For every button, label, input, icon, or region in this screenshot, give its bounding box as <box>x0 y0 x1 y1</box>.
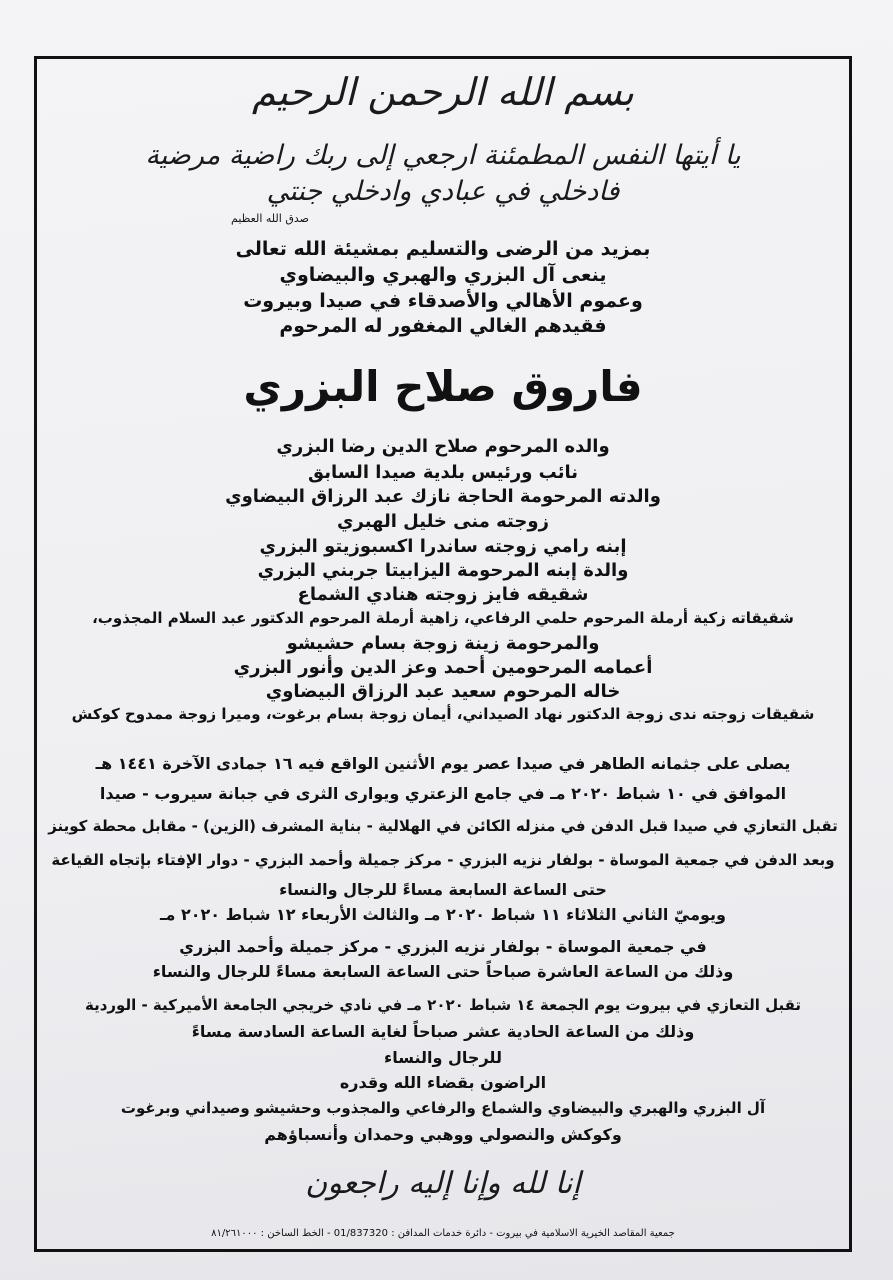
basmala: بسم الله الرحمن الرحيم <box>252 70 634 114</box>
family-line: نائب ورئيس بلدية صيدا السابق <box>308 462 578 483</box>
family-line: والدته المرحومة الحاجة نازك عبد الرزاق البيضاوي <box>225 486 661 507</box>
closing-line: آل البزري والهبري والبيضاوي والشماع والرفاعي والمجذوب وحشيشو وصيداني وبرغوت <box>120 1099 766 1117</box>
family-line: زوجته منى خليل الهبري <box>337 511 549 532</box>
family-line: إبنه رامي زوجته ساندرا اكسبوزيتو البزري <box>259 536 627 557</box>
closing-line: وكوكش والنصولي ووهبي وحمدان وأنسباؤهم <box>264 1125 622 1144</box>
funeral-line: يصلى على جثمانه الطاهر في صيدا عصر يوم الأثنين الواقع فيه ١٦ جمادى الآخرة ١٤٤١ هـ <box>95 754 791 773</box>
condolence-line: تقبل التعازي في بيروت يوم الجمعة ١٤ شباط ٢٠٢٠ مـ في نادي خريجي الجامعة الأميركية - الوردية <box>84 996 802 1014</box>
intro-line: بمزيد من الرضى والتسليم بمشيئة الله تعالى <box>235 238 651 260</box>
deceased-name: فاروق صلاح البزري <box>243 362 643 411</box>
condolence-line: في جمعية الموساة - بولفار نزيه البزري - مركز جميلة وأحمد البزري <box>179 937 707 956</box>
verse-line-2: فادخلي في عبادي وادخلي جنتي <box>266 176 620 207</box>
sadaqa-label: صدق الله العظيم <box>231 212 309 225</box>
condolence-line: وبعد الدفن في جمعية الموساة - بولفار نزيه البزري - مركز جميلة وأحمد البزري - دوار الإفتاء بإتجاه القياعة <box>51 851 835 869</box>
condolence-line: وذلك من الساعة العاشرة صباحاً حتى الساعة السابعة مساءً للرجال والنساء <box>152 962 734 981</box>
condolence-line: تقبل التعازي في صيدا قبل الدفن في منزله الكائن في الهلالية - بناية المشرف (الزين) - مقابل محطة كوينز <box>48 817 838 835</box>
intro-line: فقيدهم الغالي المغفور له المرحوم <box>279 315 607 337</box>
closing-line: الراضون بقضاء الله وقدره <box>339 1073 547 1092</box>
condolence-line: للرجال والنساء <box>384 1048 502 1067</box>
family-line: أعمامه المرحومين أحمد وعز الدين وأنور البزري <box>233 657 653 678</box>
intro-line: ينعى آل البزري والهبري والبيضاوي <box>279 264 607 286</box>
final-verse: إنا لله وإنا إليه راجعون <box>305 1166 581 1201</box>
condolence-line: ويوميّ الثاني الثلاثاء ١١ شباط ٢٠٢٠ مـ والثالث الأربعاء ١٢ شباط ٢٠٢٠ مـ <box>159 905 726 924</box>
family-line: والمرحومة زينة زوجة بسام حشيشو <box>286 633 600 654</box>
family-line: شقيقاته زكية أرملة المرحوم حلمي الرفاعي، زاهية أرملة المرحوم الدكتور عبد السلام المجذوب، <box>92 609 794 627</box>
footer-text: جمعية المقاصد الخيرية الاسلامية في بيروت - دائرة خدمات المدافن : 01/837320 - الخط الساخن : ٨١/٢٦١٠٠٠ <box>211 1228 675 1239</box>
verse-line-1: يا أيتها النفس المطمئنة ارجعي إلى ربك راضية مرضية <box>145 140 741 171</box>
family-line: شقيقات زوجته ندى زوجة الدكتور نهاد الصيداني، أيمان زوجة بسام برغوت، وميرا زوجة ممدوح كوكش <box>71 705 815 723</box>
family-line: والدة إبنه المرحومة اليزابيتا جربني البزري <box>257 560 629 581</box>
intro-line: وعموم الأهالي والأصدقاء في صيدا وبيروت <box>243 290 643 312</box>
family-line: شقيقه فايز زوجته هنادي الشماع <box>297 584 589 605</box>
condolence-line: حتى الساعة السابعة مساءً للرجال والنساء <box>279 880 607 899</box>
condolence-line: وذلك من الساعة الحادية عشر صباحاً لغاية الساعة السادسة مساءً <box>191 1022 695 1041</box>
family-line: خاله المرحوم سعيد عبد الرزاق البيضاوي <box>265 681 621 702</box>
family-line: والده المرحوم صلاح الدين رضا البزري <box>276 436 610 457</box>
funeral-line: الموافق في ١٠ شباط ٢٠٢٠ مـ في جامع الزعتري ويوارى الثرى في جبانة سيروب - صيدا <box>99 784 787 803</box>
